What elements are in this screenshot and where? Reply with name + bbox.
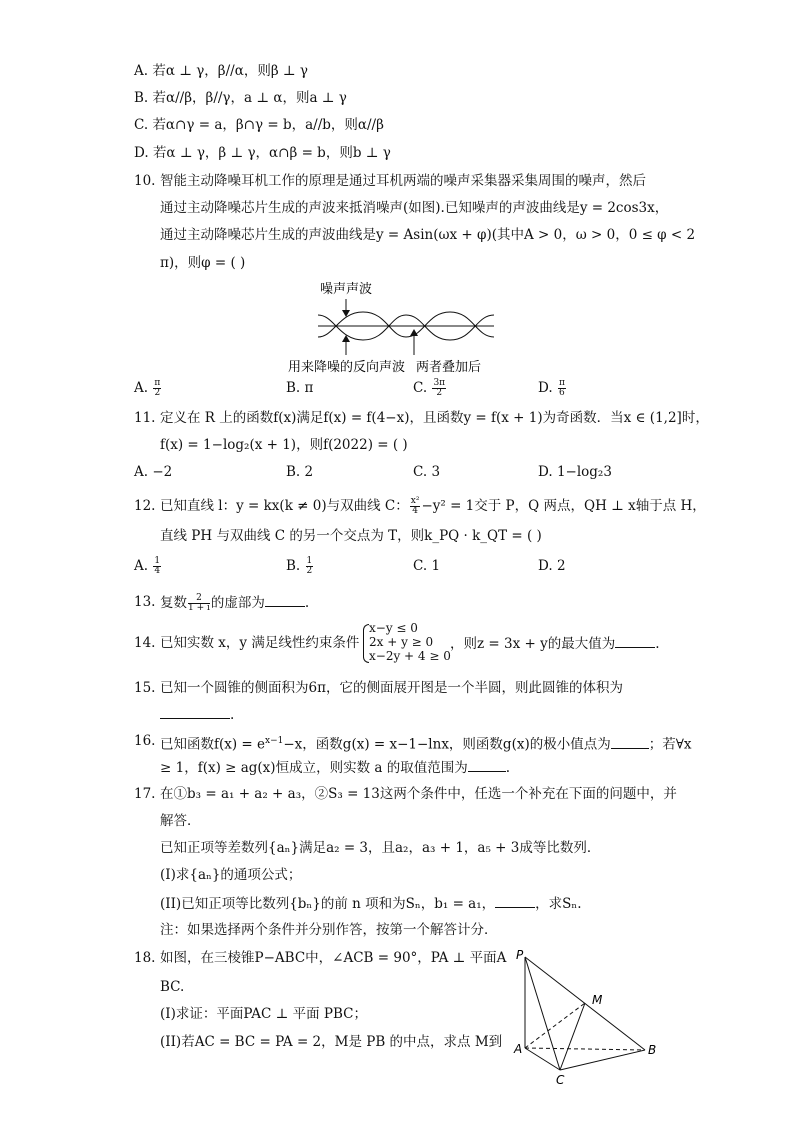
q14-text-a: 已知实数 x，y 满足线性约束条件 <box>160 635 360 651</box>
option-fraction <box>432 379 446 398</box>
q16-number: 16. <box>134 733 156 749</box>
answer-blank[interactable] <box>611 734 649 749</box>
option-text: 3 <box>431 464 441 480</box>
answer-blank[interactable] <box>468 757 506 772</box>
q13-number: 13. <box>134 594 156 610</box>
q17-note: 注：如果选择两个条件并分别作答，按第一个解答计分． <box>160 922 498 938</box>
frac-den: 4 <box>154 566 161 576</box>
point-m: M <box>592 993 603 1007</box>
q14-c: . <box>655 636 660 652</box>
frac-den: 2 <box>306 566 313 576</box>
q18-line-4: (II)若AC = BC = PA = 2，M是 PB 的中点，求点 M到 <box>160 1034 503 1050</box>
q16-line-2 <box>160 757 510 778</box>
q16-d: ≥ 1，f(x) ≥ ag(x)恒成立，则实数 a 的取值范围为 <box>160 760 468 776</box>
exponent: x−1 <box>265 736 284 746</box>
q14-text-b <box>450 633 660 654</box>
q17-line-3: 已知正项等差数列{aₙ}满足a₂ = 3，且a₂，a₃ + 1，a₅ + 3成等比数列． <box>160 840 601 856</box>
q15-end: . <box>230 707 235 723</box>
q14-number: 14. <box>134 635 156 651</box>
q17-line-1: 在①b₃ = a₁ + a₂ + a₃，②S₃ = 13这两个条件中，任选一个补充在下面的问题中，并 <box>160 786 677 802</box>
q12-line-1-b: −y² = 1交于 P，Q 两点，QH ⊥ x轴于点 H， <box>421 498 706 514</box>
frac-num: π <box>558 378 565 388</box>
option-label: C. <box>413 558 428 574</box>
q9-option-b <box>134 88 347 108</box>
option-fraction <box>306 557 314 576</box>
q12-line-1 <box>160 496 706 516</box>
q16-a: 已知函数f(x) = e <box>160 736 266 753</box>
answer-blank[interactable] <box>615 633 655 648</box>
edge-cb <box>560 1050 645 1070</box>
q12-option-b <box>286 556 314 576</box>
q18-line-3: (I)求证：平面PAC ⊥ 平面 PBC； <box>160 1006 367 1022</box>
option-label: B. <box>134 90 149 106</box>
arrowhead-sum <box>410 329 418 336</box>
q10-option-c <box>413 378 447 398</box>
q10-option-b <box>286 378 313 398</box>
vertex-a: A <box>514 1042 523 1056</box>
q10-line-1: 智能主动降噪耳机工作的原理是通过耳机两端的噪声采集器采集周围的噪声，然后 <box>160 173 646 189</box>
option-label: B. <box>286 380 301 396</box>
frac-num: x² <box>410 496 420 506</box>
q18-line-2: BC. <box>160 979 185 995</box>
option-label: B. <box>286 464 301 480</box>
q18-number: 18. <box>134 950 156 966</box>
q15-line-1: 已知一个圆锥的侧面积为6π，它的侧面展开图是一个半圆，则此圆锥的体积为 <box>160 680 623 696</box>
answer-blank[interactable] <box>495 893 535 908</box>
segment-am-hidden <box>525 1003 585 1048</box>
answer-blank[interactable] <box>265 592 305 607</box>
option-label: C. <box>413 380 428 396</box>
complex-fraction <box>188 594 210 613</box>
q13-a: 复数 <box>160 595 187 611</box>
q10-line-4: π)，则φ = ( ) <box>160 255 246 271</box>
q13-c: . <box>304 595 310 611</box>
frac-num: 1 <box>306 556 313 566</box>
option-text: −2 <box>152 464 173 480</box>
frac-den: 2 <box>436 388 443 398</box>
option-text: 2 <box>556 558 566 574</box>
option-fraction <box>153 379 161 398</box>
q12-option-c <box>413 556 440 576</box>
q12-option-d <box>538 556 566 576</box>
q11-option-b <box>286 462 313 482</box>
option-fraction <box>558 379 566 398</box>
q15-line-2 <box>160 704 234 725</box>
q17-line-5-a: (II)已知正项等比数列{bₙ}的前 n 项和为Sₙ，b₁ = a₁， <box>160 896 496 912</box>
frac-den: 4 <box>412 506 418 516</box>
label-superposed: 两者叠加后 <box>416 360 482 375</box>
q10-wave-figure <box>284 275 524 380</box>
q16-c: ；若∀x <box>648 736 692 753</box>
q11-option-c <box>413 462 440 482</box>
frac-den: 2 <box>154 388 161 398</box>
option-text: 1−log₂3 <box>556 464 612 480</box>
q11-number: 11. <box>134 410 156 426</box>
option-text: 若α ⊥ γ，β//α，则β ⊥ γ <box>152 63 308 79</box>
hyperbola-fraction <box>410 497 421 516</box>
q16-line-1 <box>160 731 692 755</box>
frac-num: 1 <box>154 556 161 566</box>
frac-den: 1 + i <box>188 603 210 613</box>
option-label: A. <box>134 380 149 396</box>
option-label: C. <box>413 464 428 480</box>
q17-line-4: (I)求{aₙ}的通项公式； <box>160 867 302 883</box>
vertex-c: C <box>556 1073 565 1087</box>
q11-option-a <box>134 462 172 482</box>
q13-text <box>160 592 309 613</box>
q9-option-d <box>134 143 391 163</box>
q10-option-a <box>134 378 162 398</box>
option-label: D. <box>538 464 553 480</box>
q10-line-3: 通过主动降噪芯片生成的声波曲线是y = Asin(ωx + φ)(其中A > 0，ω > 0，0 ≤ φ < 2 <box>160 227 696 243</box>
q12-option-a <box>134 556 162 576</box>
q18-line-1: 如图，在三棱锥P−ABC中，∠ACB = 90°，PA ⊥ 平面A <box>160 950 507 966</box>
option-label: A. <box>134 63 149 79</box>
option-label: D. <box>538 380 553 396</box>
q12-line-1-a: 已知直线 l：y = kx(k ≠ 0)与双曲线 C： <box>160 498 409 514</box>
edge-pc <box>525 957 560 1070</box>
q16-b: −x，函数g(x) = x−1−lnx，则函数g(x)的极小值点为 <box>283 736 611 753</box>
option-label: D. <box>134 145 149 161</box>
option-text: 若α∩γ = a，β∩γ = b，a//b，则α//β <box>152 117 384 133</box>
option-label: A. <box>134 464 149 480</box>
q17-number: 17. <box>134 786 156 802</box>
q10-number: 10. <box>134 173 156 189</box>
answer-blank[interactable] <box>160 704 230 719</box>
option-label: B. <box>286 558 301 574</box>
vertex-b: B <box>648 1043 657 1057</box>
q11-line-2: f(x) = 1−log₂(x + 1)，则f(2022) = ( ) <box>160 437 408 453</box>
label-noise-wave: 噪声声波 <box>320 282 373 297</box>
option-fraction <box>153 557 161 576</box>
frac-num: π <box>154 378 161 388</box>
option-text: 若α ⊥ γ，β ⊥ γ，α∩β = b，则b ⊥ γ <box>152 145 391 161</box>
option-text: π <box>304 380 314 396</box>
frac-num: 2 <box>188 594 210 604</box>
constraint-3: x−2y + 4 ≥ 0 <box>369 649 451 663</box>
label-reverse-wave: 用来降噪的反向声波 <box>288 360 406 375</box>
constraint-1: x−y ≤ 0 <box>369 621 418 635</box>
segment-cm <box>560 1003 585 1070</box>
option-text: 2 <box>304 464 314 480</box>
q12-line-2: 直线 PH 与双曲线 C 的另一个交点为 T，则k_PQ · k_QT = ( ) <box>160 528 542 544</box>
q12-number: 12. <box>134 498 156 514</box>
q17-line-2: 解答． <box>160 813 201 829</box>
option-label: D. <box>538 558 553 574</box>
q13-b: 的虚部为 <box>210 595 265 611</box>
edge-ab-hidden <box>525 1048 645 1050</box>
option-text: 若α//β，β//γ，a ⊥ α，则a ⊥ γ <box>152 90 347 106</box>
q9-option-c <box>134 115 384 135</box>
frac-den: 6 <box>559 388 565 398</box>
q11-line-1: 定义在 R 上的函数f(x)满足f(x) = f(4−x)，且函数y = f(x + 1)为奇函数．当x ∈ (1,2]时， <box>160 410 709 426</box>
option-label: A. <box>134 558 149 574</box>
option-text: 1 <box>431 558 441 574</box>
constraint-2: 2x + y ≥ 0 <box>369 635 434 649</box>
q9-option-a <box>134 61 308 81</box>
option-label: C. <box>134 117 149 133</box>
q10-line-2: 通过主动降噪芯片生成的声波来抵消噪声(如图).已知噪声的声波曲线是y = 2cos3x， <box>160 200 669 216</box>
q14-b: ，则z = 3x + y的最大值为 <box>450 636 616 652</box>
q10-option-d <box>538 378 567 398</box>
q16-e: . <box>505 760 510 776</box>
q15-number: 15. <box>134 680 156 696</box>
q17-line-5 <box>160 893 582 914</box>
q17-line-5-b: ，求Sₙ. <box>535 896 582 912</box>
edge-ac <box>525 1048 560 1070</box>
vertex-p: P <box>516 948 524 962</box>
q11-option-d <box>538 462 612 482</box>
frac-num: 3π <box>433 378 446 388</box>
q18-pyramid-figure <box>505 945 675 1090</box>
